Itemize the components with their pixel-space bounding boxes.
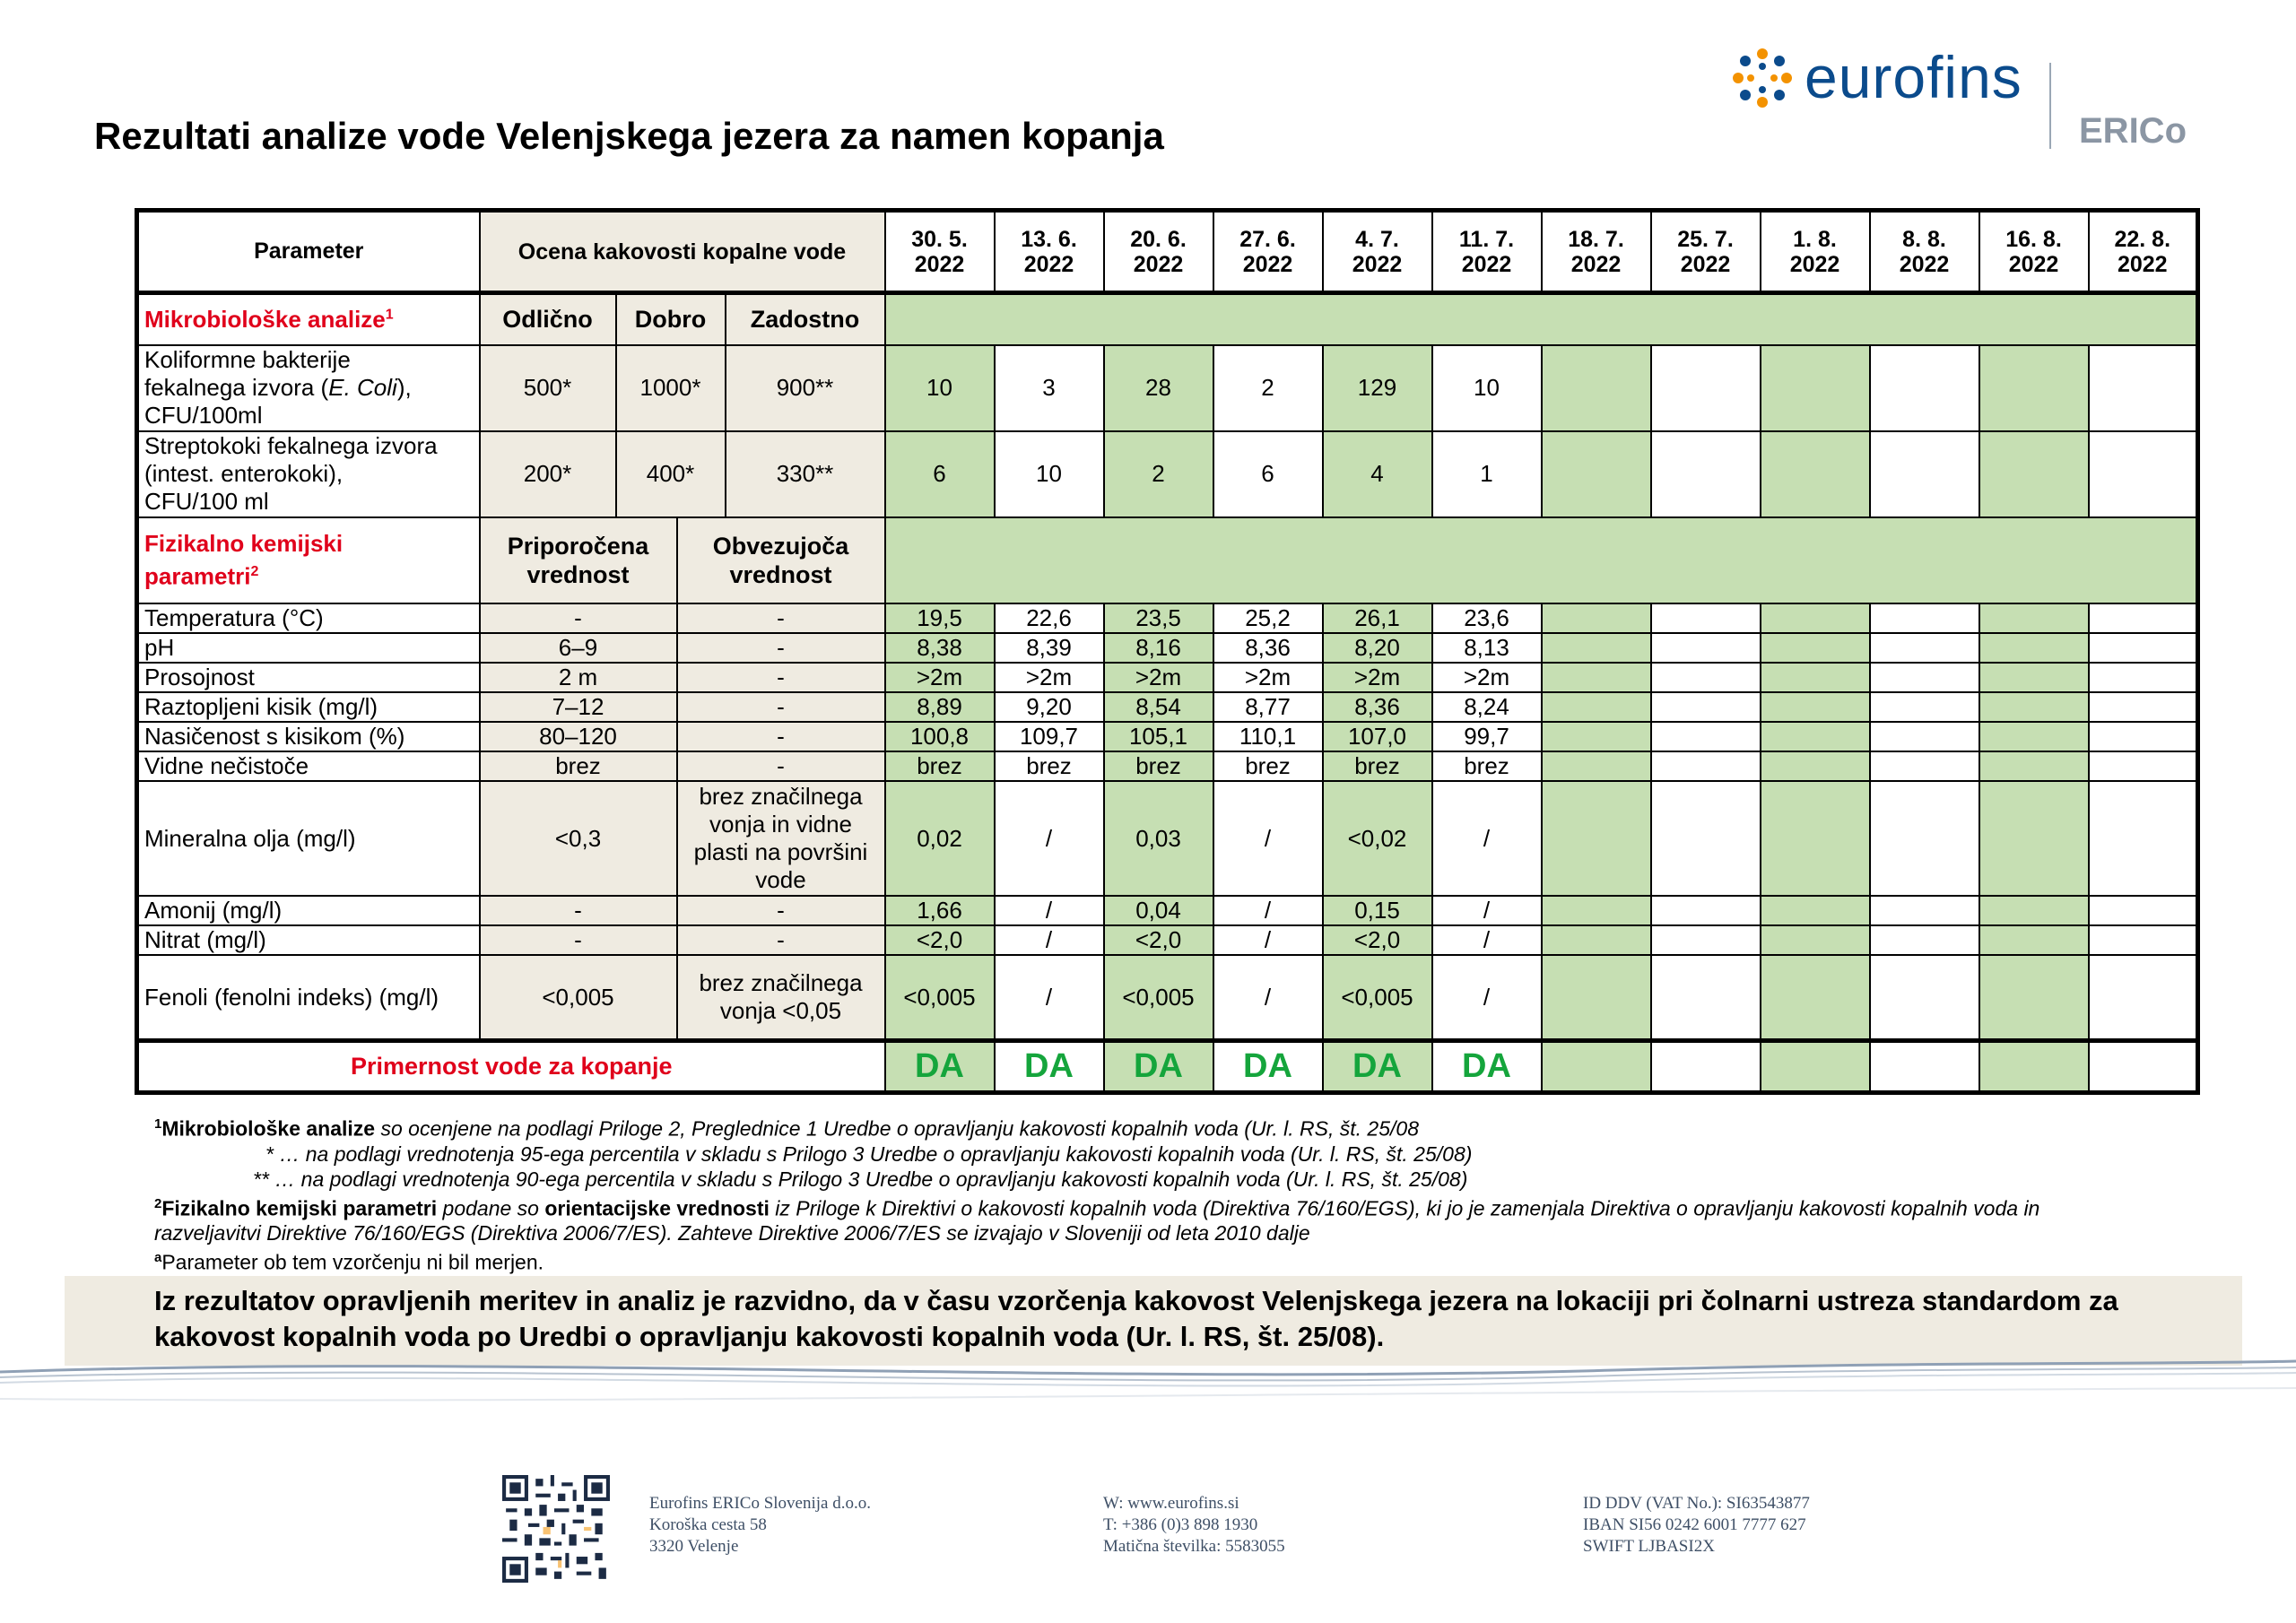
value-cell: 0,15 (1323, 896, 1432, 925)
footnote-2-cont: razveljavitvi Direktive 76/160/EGS (Direktiva 2006/7/ES). Zahteve Direktive 2006/7/ES se izvajajo v Sloveniji od leta 2010 dalje (154, 1221, 1310, 1245)
value-cell: / (1213, 896, 1323, 925)
value-cell: / (1432, 896, 1542, 925)
date-year: 2022 (2117, 251, 2168, 277)
value-cell: 2 (1213, 345, 1323, 431)
verdict-cell: DA (1432, 1041, 1542, 1093)
value-cell (1870, 925, 1979, 955)
qr-code-icon (502, 1475, 610, 1583)
value-cell (1870, 431, 1979, 517)
parameter-name: Nitrat (mg/l) (137, 925, 480, 955)
value-cell: 8,89 (885, 692, 995, 722)
value-cell (2089, 955, 2198, 1041)
value-cell: <0,005 (1104, 955, 1213, 1041)
limit-sufficient: 330** (726, 431, 885, 517)
value-cell: 107,0 (1323, 722, 1432, 751)
value-cell (1979, 722, 2089, 751)
value-cell: / (1213, 925, 1323, 955)
recommended-value: <0,005 (480, 955, 677, 1041)
value-cell: / (1432, 781, 1542, 896)
recommended-value: 2 m (480, 663, 677, 692)
value-cell (1870, 955, 1979, 1041)
value-cell (1979, 431, 2089, 517)
value-cell: 99,7 (1432, 722, 1542, 751)
value-cell (2089, 925, 2198, 955)
value-cell (1870, 603, 1979, 633)
verdict-cell (1542, 1041, 1651, 1093)
value-cell: / (1213, 781, 1323, 896)
value-cell: / (995, 896, 1104, 925)
value-cell (1542, 663, 1651, 692)
date-year: 2022 (1352, 251, 1403, 277)
value-cell: 109,7 (995, 722, 1104, 751)
parameter-header: Parameter (137, 211, 480, 293)
micro-section-band (885, 293, 2198, 345)
value-cell: / (995, 925, 1104, 955)
value-cell (1979, 345, 2089, 431)
footnote-2: $^2$Fizikalno kemijski parametri podane so orientacijske vrednosti iz Priloge k Direktivi o kakovosti kopalnih voda (Direktiva 76/160/EGS), ki jo je zamenjala Direktiva o opravljanju kakovosti kopalnih voda in (154, 1195, 2040, 1220)
value-cell (1651, 722, 1761, 751)
phys-row (137, 896, 2198, 925)
verdict-cell (1651, 1041, 1761, 1093)
col-recommended: Priporočena vrednost (480, 517, 677, 603)
value-cell: 8,16 (1104, 633, 1213, 663)
value-cell: 10 (885, 345, 995, 431)
value-cell: >2m (1432, 663, 1542, 692)
date-year: 2022 (1899, 251, 1950, 277)
parameter-name: Temperatura (°C) (137, 603, 480, 633)
value-cell: <2,0 (1323, 925, 1432, 955)
value-cell (2089, 345, 2198, 431)
value-cell (1761, 896, 1870, 925)
value-cell: 6 (885, 431, 995, 517)
value-cell (1761, 431, 1870, 517)
recommended-value: brez (480, 751, 677, 781)
value-cell: >2m (1104, 663, 1213, 692)
logo-divider (2049, 63, 2051, 149)
value-cell (1542, 431, 1651, 517)
value-cell (1542, 633, 1651, 663)
value-cell: 19,5 (885, 603, 995, 633)
value-cell: 110,1 (1213, 722, 1323, 751)
value-cell (1651, 692, 1761, 722)
value-cell: 100,8 (885, 722, 995, 751)
col-good: Dobro (616, 293, 726, 345)
parameter-name: Fenoli (fenolni indeks) (mg/l) (137, 955, 480, 1041)
value-cell: brez (885, 751, 995, 781)
phys-section-band (885, 517, 2198, 603)
value-cell (1651, 603, 1761, 633)
phys-row (137, 663, 2198, 692)
footnote-ref: 2 (250, 564, 259, 580)
value-cell (1870, 633, 1979, 663)
date-day: 11. 7. (1458, 226, 1515, 252)
mandatory-value: - (677, 925, 885, 955)
verdict-cell: DA (1104, 1041, 1213, 1093)
parameter-name: Prosojnost (137, 663, 480, 692)
limit-excellent: 500* (480, 345, 616, 431)
value-cell (1870, 722, 1979, 751)
date-year: 2022 (914, 251, 965, 277)
value-cell: brez (1432, 751, 1542, 781)
recommended-value: 7–12 (480, 692, 677, 722)
value-cell: 8,20 (1323, 633, 1432, 663)
value-cell: <2,0 (885, 925, 995, 955)
recommended-value: - (480, 603, 677, 633)
value-cell: / (1432, 925, 1542, 955)
verdict-cell (1761, 1041, 1870, 1093)
date-header (1542, 211, 1651, 293)
micro-section-label: Mikrobiološke analize$^1$ (137, 293, 480, 345)
value-cell: 105,1 (1104, 722, 1213, 751)
date-year: 2022 (1023, 251, 1074, 277)
date-header (1761, 211, 1870, 293)
value-cell: 4 (1323, 431, 1432, 517)
parameter-name: Streptokoki fekalnega izvora (intest. enterokoki), CFU/100 ml (137, 431, 480, 517)
value-cell: brez (1213, 751, 1323, 781)
parameter-name: Vidne nečistoče (137, 751, 480, 781)
value-cell (1542, 896, 1651, 925)
value-cell: <2,0 (1104, 925, 1213, 955)
recommended-value: - (480, 925, 677, 955)
date-day: 22. 8. (2114, 226, 2171, 252)
date-header (1651, 211, 1761, 293)
value-cell (1761, 722, 1870, 751)
eurofins-dots-icon (1731, 47, 1794, 109)
footnotes (154, 1112, 2039, 1275)
value-cell: 8,77 (1213, 692, 1323, 722)
col-sufficient: Zadostno (726, 293, 885, 345)
value-cell: <0,02 (1323, 781, 1432, 896)
value-cell: >2m (995, 663, 1104, 692)
header-row (137, 211, 2198, 293)
value-cell: >2m (1323, 663, 1432, 692)
value-cell (1761, 633, 1870, 663)
value-cell: >2m (885, 663, 995, 692)
value-cell (1542, 955, 1651, 1041)
recommended-value: 80–120 (480, 722, 677, 751)
value-cell (1870, 896, 1979, 925)
limit-excellent: 200* (480, 431, 616, 517)
date-header (885, 211, 995, 293)
value-cell (2089, 633, 2198, 663)
date-day: 27. 6. (1239, 226, 1296, 252)
value-cell (1651, 663, 1761, 692)
micro-row (137, 345, 2198, 431)
decorative-wave (0, 1345, 2296, 1417)
recommended-value: <0,3 (480, 781, 677, 896)
mandatory-value: - (677, 751, 885, 781)
phys-row (137, 633, 2198, 663)
recommended-value: - (480, 896, 677, 925)
date-header (1979, 211, 2089, 293)
parameter-name: Nasičenost s kisikom (%) (137, 722, 480, 751)
value-cell (1542, 603, 1651, 633)
footnote-1b: ** … na podlagi vrednotenja 90-ega percentila v skladu s Prilogo 3 Uredbe o opravljanju kakovosti kopalnih voda (Ur. l. RS, št. 25/08) (253, 1167, 1468, 1191)
value-cell: 9,20 (995, 692, 1104, 722)
value-cell: 8,13 (1432, 633, 1542, 663)
value-cell (1870, 751, 1979, 781)
value-cell: 8,24 (1432, 692, 1542, 722)
parameter-name: Raztopljeni kisik (mg/l) (137, 692, 480, 722)
mandatory-value: - (677, 633, 885, 663)
mandatory-value: - (677, 722, 885, 751)
phys-row (137, 751, 2198, 781)
limit-sufficient: 900** (726, 345, 885, 431)
conclusion-text: Iz rezultatov opravljenih meritev in analiz je razvidno, da v času vzorčenja kakovost Velenjskega jezera na lokaciji pri čolnarni ustreza standardom za kakovost kopalnih voda po Uredbi o opravljanju kakovosti kopalnih voda (Ur. l. RS, št. 25/08). (154, 1285, 2118, 1352)
value-cell: 28 (1104, 345, 1213, 431)
phys-row (137, 925, 2198, 955)
col-mandatory: Obvezujoča vrednost (677, 517, 885, 603)
date-day: 4. 7. (1355, 226, 1399, 252)
value-cell (1870, 692, 1979, 722)
value-cell: 10 (995, 431, 1104, 517)
value-cell: 2 (1104, 431, 1213, 517)
mandatory-value: brez značilnega vonja <0,05 (677, 955, 885, 1041)
phys-section-label: Fizikalno kemijski parametri$^2$ (137, 517, 480, 603)
date-day: 18. 7. (1568, 226, 1624, 252)
date-header (1323, 211, 1432, 293)
verdict-cell (2089, 1041, 2198, 1093)
value-cell: / (1213, 955, 1323, 1041)
value-cell (1979, 781, 2089, 896)
value-cell (2089, 603, 2198, 633)
value-cell (2089, 896, 2198, 925)
value-cell (1651, 431, 1761, 517)
value-cell: 129 (1323, 345, 1432, 431)
value-cell: / (1432, 955, 1542, 1041)
value-cell (1542, 692, 1651, 722)
value-cell (1651, 345, 1761, 431)
value-cell: 23,5 (1104, 603, 1213, 633)
date-day: 16. 8. (2005, 226, 2062, 252)
value-cell: 8,39 (995, 633, 1104, 663)
date-day: 20. 6. (1130, 226, 1187, 252)
value-cell (1542, 722, 1651, 751)
value-cell: 8,54 (1104, 692, 1213, 722)
value-cell (1761, 955, 1870, 1041)
date-year: 2022 (1133, 251, 1184, 277)
date-year: 2022 (1242, 251, 1293, 277)
verdict-cell (1870, 1041, 1979, 1093)
date-header (2089, 211, 2198, 293)
value-cell: 0,04 (1104, 896, 1213, 925)
value-cell: 25,2 (1213, 603, 1323, 633)
phys-row (137, 603, 2198, 633)
footnote-3: $^a$Parameter ob tem vzorčenju ni bil merjen. (154, 1250, 544, 1274)
parameter-name: Amonij (mg/l) (137, 896, 480, 925)
footer-company: Eurofins ERICo Slovenija d.o.o. Koroška cesta 58 3320 Velenje (649, 1494, 871, 1556)
value-cell (1870, 345, 1979, 431)
value-cell: 1 (1432, 431, 1542, 517)
value-cell (1542, 751, 1651, 781)
value-cell: <0,005 (885, 955, 995, 1041)
value-cell (1761, 781, 1870, 896)
value-cell: brez (1323, 751, 1432, 781)
value-cell: 3 (995, 345, 1104, 431)
value-cell (1979, 955, 2089, 1041)
footnote-1: $^1$Mikrobiološke analize so ocenjene na podlagi Priloge 2, Preglednice 1 Uredbe o opravljanju kakovosti kopalnih voda (Ur. l. RS, št. 25/08 (154, 1116, 1419, 1141)
value-cell (1542, 345, 1651, 431)
date-header (1104, 211, 1213, 293)
parameter-name: Mineralna olja (mg/l) (137, 781, 480, 896)
value-cell (1979, 663, 2089, 692)
value-cell: 6 (1213, 431, 1323, 517)
value-cell: 0,03 (1104, 781, 1213, 896)
phys-row (137, 722, 2198, 751)
value-cell (1651, 925, 1761, 955)
footer-contact: W: www.eurofins.si T: +386 (0)3 898 1930 Matična številka: 5583055 (1103, 1494, 1285, 1556)
phys-row (137, 781, 2198, 896)
value-cell (1651, 955, 1761, 1041)
value-cell (1979, 751, 2089, 781)
value-cell (1761, 603, 1870, 633)
value-cell (1979, 603, 2089, 633)
footnote-ref: 1 (385, 307, 394, 323)
value-cell: 26,1 (1323, 603, 1432, 633)
value-cell (1979, 896, 2089, 925)
verdict-cell (1979, 1041, 2089, 1093)
date-year: 2022 (1680, 251, 1731, 277)
value-cell (1979, 925, 2089, 955)
limit-good: 400* (616, 431, 726, 517)
verdict-label: Primernost vode za kopanje (137, 1041, 885, 1093)
phys-section-row (137, 517, 2198, 603)
mandatory-value: - (677, 663, 885, 692)
value-cell (1761, 663, 1870, 692)
value-cell: 8,36 (1323, 692, 1432, 722)
value-cell (1651, 633, 1761, 663)
date-day: 13. 6. (1021, 226, 1077, 252)
value-cell (1542, 781, 1651, 896)
verdict-row (137, 1041, 2198, 1093)
logo-subbrand: ERICo (2079, 111, 2187, 151)
mandatory-value: brez značilnega vonja in vidne plasti na površini vode (677, 781, 885, 896)
micro-section-row (137, 293, 2198, 345)
value-cell (2089, 751, 2198, 781)
date-year: 2022 (1789, 251, 1840, 277)
date-year: 2022 (1461, 251, 1512, 277)
value-cell: 22,6 (995, 603, 1104, 633)
value-cell (1542, 925, 1651, 955)
value-cell (2089, 692, 2198, 722)
date-day: 25. 7. (1677, 226, 1734, 252)
quality-header: Ocena kakovosti kopalne vode (480, 211, 885, 293)
value-cell: 0,02 (885, 781, 995, 896)
species-name: E. Coli (328, 374, 397, 401)
value-cell (1651, 751, 1761, 781)
footer-website-link[interactable]: W: www.eurofins.si (1103, 1494, 1239, 1513)
footer-bank: ID DDV (VAT No.): SI63543877 IBAN SI56 0242 6001 7777 627 SWIFT LJBASI2X (1583, 1494, 1810, 1556)
value-cell: brez (995, 751, 1104, 781)
value-cell (2089, 722, 2198, 751)
value-cell (2089, 431, 2198, 517)
date-header (1870, 211, 1979, 293)
micro-row (137, 431, 2198, 517)
date-day: 30. 5. (911, 226, 968, 252)
phys-row (137, 955, 2198, 1041)
verdict-cell: DA (1213, 1041, 1323, 1093)
limit-good: 1000* (616, 345, 726, 431)
date-header (1213, 211, 1323, 293)
value-cell (2089, 663, 2198, 692)
verdict-cell: DA (1323, 1041, 1432, 1093)
date-day: 1. 8. (1793, 226, 1837, 252)
value-cell (1870, 663, 1979, 692)
page-title: Rezultati analize vode Velenjskega jezera za namen kopanja (94, 115, 1164, 157)
logo-wordmark: eurofins (1805, 44, 2022, 110)
value-cell: brez (1104, 751, 1213, 781)
mandatory-value: - (677, 896, 885, 925)
value-cell: 8,38 (885, 633, 995, 663)
date-day: 8. 8. (1902, 226, 1946, 252)
col-excellent: Odlično (480, 293, 616, 345)
date-year: 2022 (1570, 251, 1622, 277)
date-header (995, 211, 1104, 293)
phys-row (137, 692, 2198, 722)
value-cell (1761, 751, 1870, 781)
value-cell (1870, 781, 1979, 896)
parameter-name: Koliformne bakterije fekalnega izvora (E. Coli), CFU/100ml (137, 345, 480, 431)
mandatory-value: - (677, 603, 885, 633)
value-cell: >2m (1213, 663, 1323, 692)
eurofins-logo (1731, 43, 2233, 160)
value-cell: 8,36 (1213, 633, 1323, 663)
value-cell: / (995, 781, 1104, 896)
value-cell (1651, 781, 1761, 896)
value-cell: <0,005 (1323, 955, 1432, 1041)
value-cell (1651, 896, 1761, 925)
value-cell: / (995, 955, 1104, 1041)
value-cell: 23,6 (1432, 603, 1542, 633)
footnote-1a: * … na podlagi vrednotenja 95-ega percentila v skladu s Prilogo 3 Uredbe o opravljanju kakovosti kopalnih voda (Ur. l. RS, št. 25/08) (265, 1141, 1473, 1166)
date-year: 2022 (2008, 251, 2059, 277)
value-cell (2089, 781, 2198, 896)
value-cell (1979, 692, 2089, 722)
value-cell (1761, 345, 1870, 431)
results-table (135, 208, 2200, 1095)
verdict-cell: DA (995, 1041, 1104, 1093)
value-cell (1979, 633, 2089, 663)
value-cell (1761, 925, 1870, 955)
recommended-value: 6–9 (480, 633, 677, 663)
value-cell: 10 (1432, 345, 1542, 431)
mandatory-value: - (677, 692, 885, 722)
value-cell (1761, 692, 1870, 722)
verdict-cell: DA (885, 1041, 995, 1093)
value-cell: 1,66 (885, 896, 995, 925)
parameter-name: pH (137, 633, 480, 663)
date-header (1432, 211, 1542, 293)
